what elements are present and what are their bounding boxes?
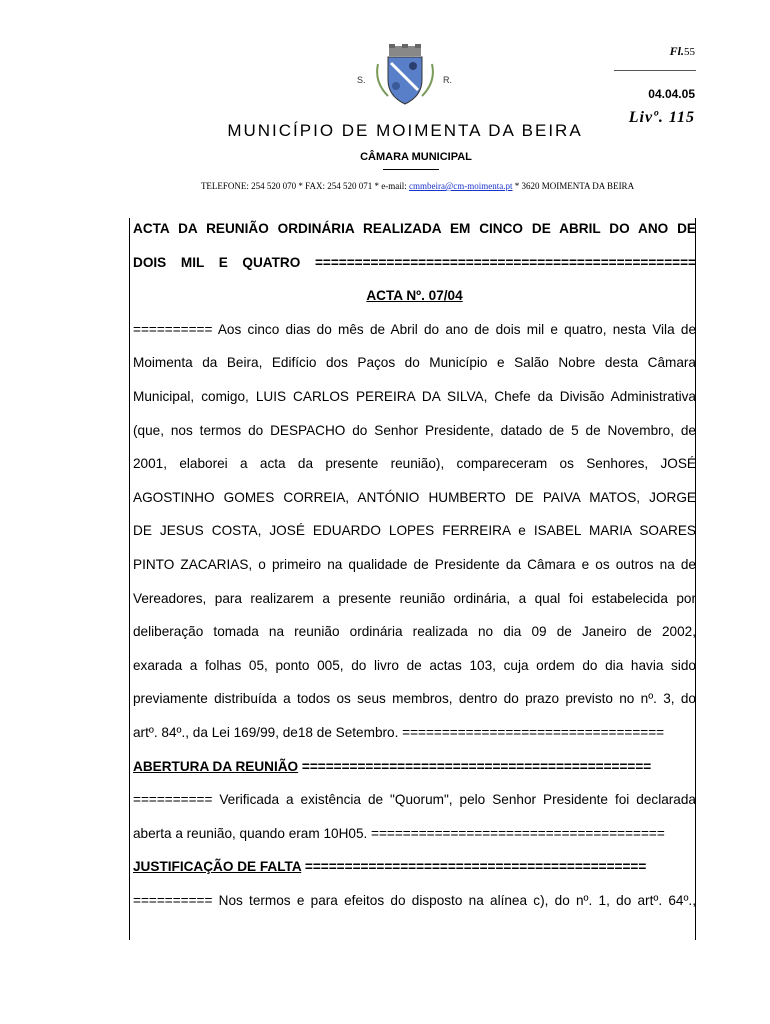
body-line: Municipal, comigo, LUIS CARLOS PEREIRA DA SILVA, Chefe da Divisão Administrativa bbox=[133, 388, 696, 404]
body-line: (que, nos termos do DESPACHO do Senhor Presidente, datado de 5 de Novembro, de bbox=[133, 422, 696, 438]
section-heading-abertura bbox=[133, 757, 696, 791]
body-line: artº. 84º., da Lei 169/99, de18 de Setembro. ================================= bbox=[133, 724, 665, 740]
folio-value: 55 bbox=[684, 46, 695, 58]
contact-line bbox=[0, 181, 770, 191]
livro-number: Livº. 115 bbox=[628, 109, 695, 126]
body-line: exarada a folhas 05, ponto 005, do livro de actas 103, cuja ordem do dia havia sido bbox=[133, 657, 696, 673]
minutes-body bbox=[133, 219, 696, 924]
body-line: previamente distribuída a todos os seus membros, dentro do prazo previsto no nº. 3, do bbox=[133, 691, 696, 707]
body-line: deliberação tomada na reunião ordinária realizada no dia 09 de Janeiro de 2002, bbox=[133, 624, 696, 640]
section-title: ABERTURA DA REUNIÃO bbox=[133, 758, 299, 774]
folio-underline bbox=[614, 70, 696, 71]
subtitle-underline bbox=[383, 169, 439, 170]
body-line: Vereadores, para realizarem a presente reunião ordinária, a qual foi estabelecida por bbox=[133, 590, 696, 606]
body-line: DE JESUS COSTA, JOSÉ EDUARDO LOPES FERREIRA e ISABEL MARIA SOARES bbox=[133, 523, 696, 539]
body-line: ========== Aos cinco dias do mês de Abril do ano de dois mil e quatro, nesta Vila de bbox=[133, 321, 696, 337]
body-line: aberta a reunião, quando eram 10H05. ===================================== bbox=[133, 825, 665, 841]
section-title: JUSTIFICAÇÃO DE FALTA bbox=[133, 859, 302, 875]
page-title: MUNICÍPIO DE MOIMENTA DA BEIRA bbox=[227, 121, 583, 140]
document-date: 04.04.05 bbox=[648, 87, 695, 101]
section-fill: ============================================ bbox=[298, 758, 652, 774]
body-line: ACTA DA REUNIÃO ORDINÁRIA REALIZADA EM CINCO DE ABRIL DO ANO DE bbox=[133, 221, 696, 236]
email-link[interactable]: cmmbeira@cm-moimenta.pt bbox=[409, 181, 513, 191]
crest-right-letter: R. bbox=[443, 75, 452, 85]
body-line: ========== Nos termos e para efeitos do disposto na alínea c), do nº. 1, do artº. 64º., bbox=[133, 892, 696, 908]
left-margin-line bbox=[129, 218, 130, 940]
body-line: Moimenta da Beira, Edifício dos Paços do Município e Salão Nobre desta Câmara bbox=[133, 355, 696, 371]
folio-number bbox=[670, 44, 695, 59]
section-fill: =========================================== bbox=[301, 859, 647, 875]
page-subtitle: CÂMARA MUNICIPAL bbox=[360, 151, 472, 163]
section-heading-justificacao bbox=[133, 857, 696, 891]
body-line: PINTO ZACARIAS, o primeiro na qualidade de Presidente da Câmara e os outros na de bbox=[133, 556, 696, 572]
contact-text: TELEFONE: 254 520 070 * FAX: 254 520 071 * e-mail: bbox=[200, 181, 410, 191]
body-line: AGOSTINHO GOMES CORREIA, ANTÓNIO HUMBERTO DE PAIVA MATOS, JORGE bbox=[133, 489, 696, 505]
municipal-crest-icon bbox=[374, 44, 436, 106]
body-line: ========== Verificada a existência de "Quorum", pelo Senhor Presidente foi declarada bbox=[133, 792, 696, 808]
folio-prefix: Fl. bbox=[669, 44, 684, 58]
acta-number-heading: ACTA Nº. 07/04 bbox=[366, 288, 463, 304]
contact-address: * 3620 MOIMENTA DA BEIRA bbox=[512, 181, 635, 191]
body-line: 2001, elaborei a acta da presente reunião), compareceram os Senhores, JOSÉ bbox=[133, 456, 696, 472]
crest-left-letter: S. bbox=[357, 75, 366, 85]
body-line: DOIS MIL E QUATRO ================================================ bbox=[133, 254, 696, 270]
